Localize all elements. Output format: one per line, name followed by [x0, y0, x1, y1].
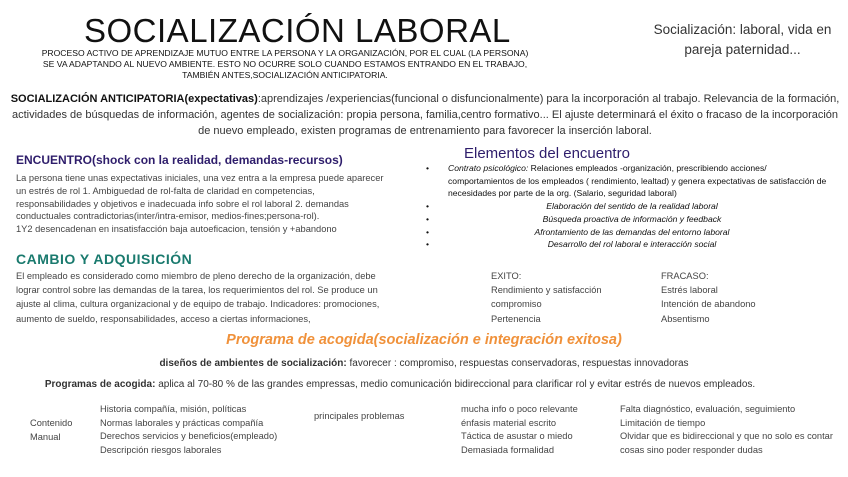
- bullet-icon: •: [426, 213, 430, 224]
- bullet-icon: •: [426, 239, 430, 250]
- list-item-text: Desarrollo del rol laboral e interacción social: [547, 239, 717, 250]
- fallos-list: [620, 403, 840, 457]
- encuentro-text: La persona tiene unas expectativas iniciales, una vez entra a la empresa puede aparecer un estrés de rol 1. Ambiguedad de rol-falta de claridad en competencias, responsabilidades y objetivos e inadecuada info sobre el rol laboral 2. demandas conductuales contradictorias(inter/intra-emisor, medios-fines;persona-rol).: [16, 173, 384, 222]
- cambio-heading: CAMBIO Y ADQUISICIÓN: [16, 251, 193, 267]
- fracaso-item: Intención de abandono: [661, 299, 756, 310]
- exito-item: Rendimiento y satisfacción: [491, 285, 602, 296]
- page-subtitle: PROCESO ACTIVO DE APRENDIZAJE MUTUO ENTRE LA PERSONA Y LA ORGANIZACIÓN, POR EL CUAL (LA PERSONA) SE VA ADAPTANDO AL NUEVO AMBIENTE. ESTO NO OCURRE SOLO CUANDO ESTAMOS ENTRANDO EN EL TRABAJO, TAMBIÉN ANTES,SOCIALIZACIÓN ANTICIPATORIA.: [41, 48, 529, 80]
- list-item: Derechos servicios y beneficios(empleado): [100, 431, 278, 442]
- fracaso-item: Absentismo: [661, 313, 710, 324]
- list-item: [420, 200, 830, 213]
- disenos-label: diseños de ambientes de socialización:: [159, 358, 347, 369]
- exito-label: EXITO:: [491, 271, 522, 281]
- disenos-text: favorecer : compromiso, respuestas conservadoras, respuestas innovadoras: [346, 358, 689, 369]
- bullet-icon: •: [426, 163, 430, 173]
- list-item-text: Elaboración del sentido de la realidad laboral: [546, 201, 718, 212]
- elementos-list: [420, 162, 830, 251]
- list-item: Táctica de asustar o miedo: [461, 431, 573, 442]
- list-item: [420, 226, 830, 239]
- exito-item: Pertenencia: [491, 313, 541, 324]
- list-item: mucha info o poco relevante: [461, 404, 578, 414]
- encuentro-text-2: 1Y2 desencadenan en insatisfacción baja autoeficacion, tensión y +abandono: [16, 224, 337, 235]
- contenido-word: Contenido: [30, 418, 73, 428]
- list-item: Normas laborales y prácticas compañía: [100, 417, 264, 428]
- list-item-lead: Contrato psicológico:: [448, 163, 529, 173]
- list-item: Descripción riesgos laborales: [100, 444, 222, 455]
- exito-block: [491, 269, 641, 326]
- list-item: Historia compañía, misión, políticas: [100, 404, 247, 414]
- list-item: énfasis material escrito: [461, 417, 557, 428]
- list-item: Limitación de tiempo: [620, 417, 706, 428]
- list-item: Falta diagnóstico, evaluación, seguimiento: [620, 404, 796, 414]
- fracaso-block: [661, 269, 811, 326]
- list-item: [420, 162, 830, 200]
- acogida-line: [0, 379, 800, 390]
- anticipatoria-paragraph: [6, 91, 844, 139]
- contenido-list: [100, 403, 300, 457]
- elementos-heading: Elementos del encuentro: [464, 145, 630, 162]
- list-item-text: Búsqueda proactiva de información y feedback: [542, 213, 722, 224]
- fracaso-item: Estrés laboral: [661, 285, 718, 296]
- problemas-label: principales problemas: [314, 411, 405, 421]
- list-item-text: Relaciones empleados -organización, prescribiendo acciones/ comportamientos de los empleados ( rendimiento, lealtad) y genera expectativas de satisfacción de necesidades por parte de la org. (Salario, seguridad laboral): [448, 163, 827, 199]
- manual-word: Manual: [30, 431, 61, 442]
- acogida-text: aplica al 70-80 % de las grandes empressas, medio comunicación bidireccional para clarificar rol y evitar estrés de nuevos empleados.: [155, 379, 756, 390]
- disenos-line: [0, 358, 848, 369]
- list-item: Olvidar que es bidireccional y que no solo es contar cosas sino poder responder dudas: [620, 431, 833, 455]
- side-note: Socialización: laboral, vida en pareja paternidad...: [653, 22, 832, 57]
- page-title: SOCIALIZACIÓN LABORAL: [84, 12, 511, 49]
- exito-item: compromiso: [491, 299, 542, 310]
- bullet-icon: •: [426, 201, 430, 212]
- programa-heading: Programa de acogida(socialización e integración exitosa): [226, 332, 622, 348]
- list-item-text: Afrontamiento de las demandas del entorno laboral: [534, 226, 730, 237]
- list-item: [420, 213, 830, 226]
- encuentro-body: [16, 172, 391, 236]
- encuentro-heading: ENCUENTRO(shock con la realidad, demandas-recursos): [16, 153, 343, 167]
- anticipatoria-text: :aprendizajes /experiencias(funcional o disfuncionalmente) para la incorporación al trabajo. Relevancia de la formación, actividades de búsquedas de información, agentes de socialización: propia persona, familia,centro formativo... El ajuste determinará el éxito o fracaso de la incorporación de nuevo empleado, existen programas de entrenamiento para favorecer la inserción laboral.: [11, 93, 840, 137]
- fracaso-label: FRACASO:: [661, 271, 709, 281]
- cambio-body: El empleado es considerado como miembro de pleno derecho de la organización, debe lograr control sobre las demandas de la tarea, los requerimientos del rol. Se produce un ajuste al clima, cultura organizacional y de equipo de trabajo. Indicadores: promociones, aumento de sueldo, responsabilidades, acceso a ciertas informaciones,: [16, 271, 380, 324]
- contenido-label: [30, 417, 90, 444]
- list-item: Demasiada formalidad: [461, 444, 555, 455]
- acogida-label: Programas de acogida:: [44, 379, 156, 390]
- problemas-list: [461, 403, 611, 457]
- anticipatoria-label: SOCIALIZACIÓN ANTICIPATORIA(expectativas): [10, 93, 258, 105]
- bullet-icon: •: [426, 226, 430, 237]
- list-item: [420, 238, 830, 251]
